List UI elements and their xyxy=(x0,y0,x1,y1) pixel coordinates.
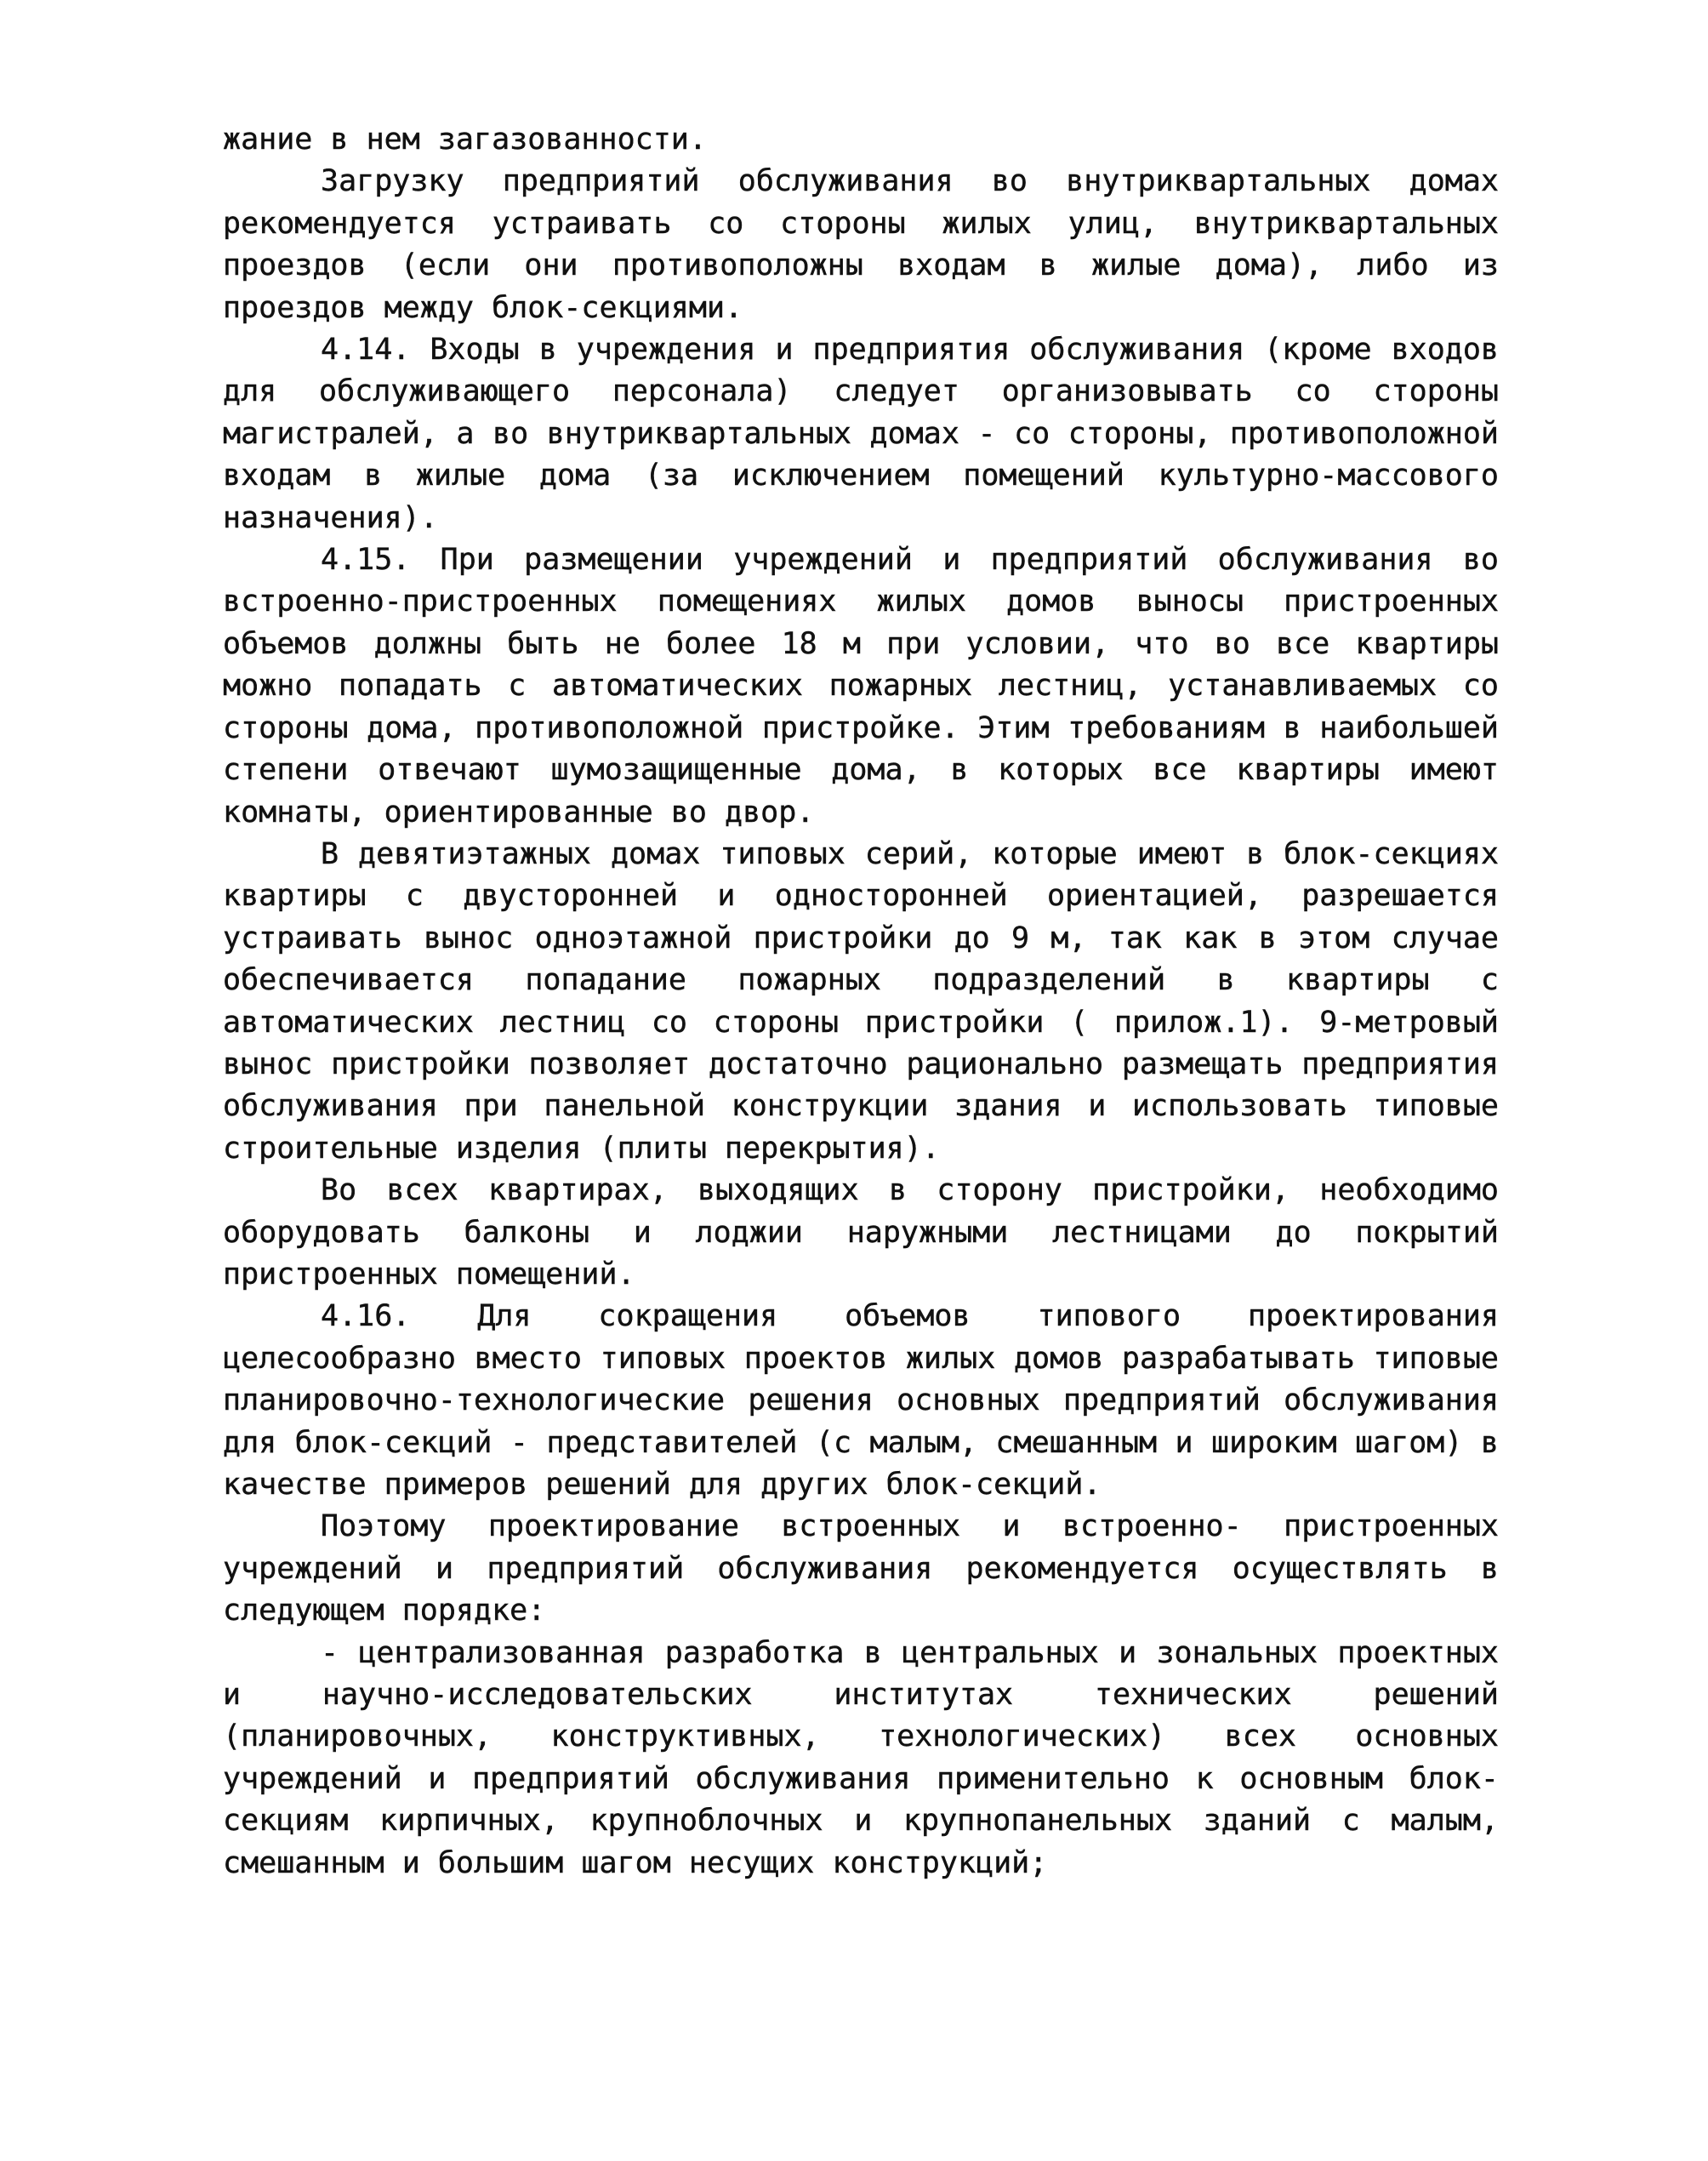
paragraph-4-14: 4.14. Входы в учреждения и предприятия обслуживания (кроме входов для обслуживающего персонала) следует организовывать со стороны магистралей, а во внутриквартальных домах - со стороны, противоположной входам в жилые дома (за исключением помещений культурно-массового назначения). xyxy=(223,333,1499,535)
paragraph-balconies: Во всех квартирах, выходящих в сторону пристройки, необходимо оборудовать балконы и лоджии наружными лестницами до покрытий пристроенных помещений. xyxy=(223,1173,1499,1291)
paragraph-procedure: Поэтому проектирование встроенных и встроенно- пристроенных учреждений и предприятий обслуживания рекомендуется осуществлять в следующем порядке: xyxy=(223,1509,1499,1628)
paragraph-loading: Загрузку предприятий обслуживания во внутриквартальных домах рекомендуется устраивать со стороны жилых улиц, внутриквартальных проездов (если они противоположны входам в жилые дома), либо из проездов между блок-секциями. xyxy=(223,164,1499,325)
paragraph-list-item: - централизованная разработка в центральных и зональных проектных и научно-исследовательских институтах технических решений (планировочных, конструктивных, технологических) всех основных учреждений и предприятий обслуживания применительно к основным блок-секциям кирпичных, крупноблочных и крупнопанельных зданий с малым, смешанным и большим шагом несущих конструкций; xyxy=(223,1635,1499,1880)
paragraph-nine-storey: В девятиэтажных домах типовых серий, которые имеют в блок-секциях квартиры с двусторонней и односторонней ориентацией, разрешается устраивать вынос одноэтажной пристройки до 9 м, так как в этом случае обеспечивается попадание пожарных подразделений в квартиры с автоматических лестниц со стороны пристройки ( прилож.1). 9-метровый вынос пристройки позволяет достаточно рационально размещать предприятия обслуживания при панельной конструкции здания и использовать типовые строительные изделия (плиты перекрытия). xyxy=(223,836,1499,1166)
paragraph-4-15: 4.15. При размещении учреждений и предприятий обслуживания во встроенно-пристроенных помещениях жилых домов выносы пристроенных объемов должны быть не более 18 м при условии, что во все квартиры можно попадать с автоматических пожарных лестниц, устанавливаемых со стороны дома, противоположной пристройке. Этим требованиям в наибольшей степени отвечают шумозащищенные дома, в которых все квартиры имеют комнаты, ориентированные во двор. xyxy=(223,543,1499,830)
document-page xyxy=(223,119,1499,1884)
paragraph-4-16: 4.16. Для сокращения объемов типового проектирования целесообразно вместо типовых проектов жилых домов разрабатывать типовые планировочно-технологические решения основных предприятий обслуживания для блок-секций - представителей (с малым, смешанным и широким шагом) в качестве примеров решений для других блок-секций. xyxy=(223,1299,1499,1502)
paragraph-continuation: жание в нем загазованности. xyxy=(223,123,707,157)
